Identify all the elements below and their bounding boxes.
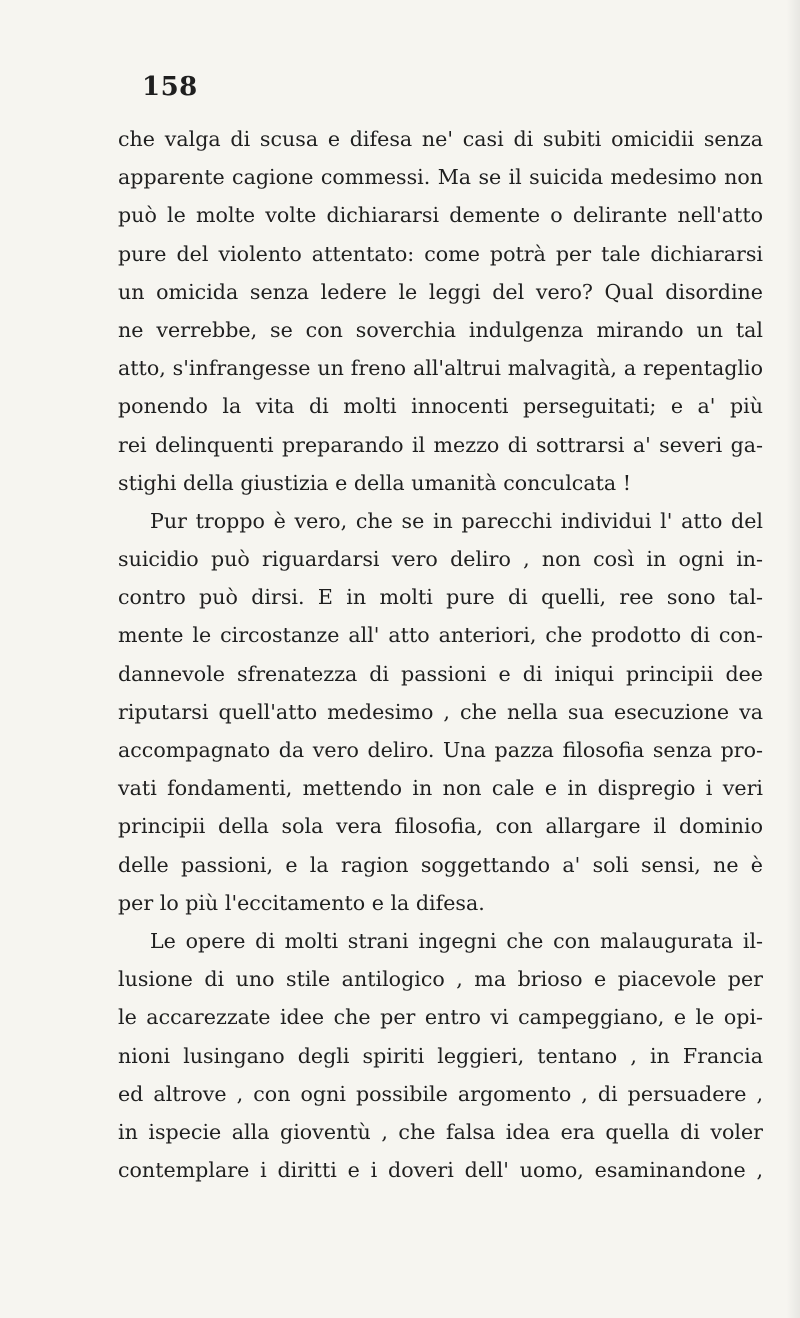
text-line: contro può dirsi. E in molti pure di quelli, ree sono tal- <box>118 585 763 610</box>
text-line: atto, s'infrangesse un freno all'altrui malvagità, a repentaglio <box>118 356 763 381</box>
text-line: Le opere di molti strani ingegni che con malaugurata il- <box>150 928 763 953</box>
text-line: riputarsi quell'atto medesimo , che nella sua esecuzione va <box>118 699 763 724</box>
text-line: ponendo la vita di molti innocenti perseguitati; e a' più <box>118 394 763 419</box>
text-line: apparente cagione commessi. Ma se il suicida medesimo non <box>118 165 763 190</box>
text-line: che valga di scusa e difesa ne' casi di subiti omicidii senza <box>118 127 763 151</box>
text-line: lusione di uno stile antilogico , ma brioso e piacevole per <box>118 967 763 992</box>
text-line: può le molte volte dichiararsi demente o delirante nell'atto <box>118 203 763 228</box>
text-line: vati fondamenti, mettendo in non cale e in dispregio i veri <box>118 776 763 801</box>
text-line: ed altrove , con ogni possibile argomento , di persuadere , <box>118 1081 763 1106</box>
text-line: principii della sola vera filosofia, con allargare il dominio <box>118 814 763 839</box>
text-line: le accarezzate idee che per entro vi campeggiano, e le opi- <box>118 1005 763 1030</box>
text-line: contemplare i diritti e i doveri dell' uomo, esaminandone , <box>118 1158 763 1183</box>
text-line: per lo più l'eccitamento e la difesa. <box>118 890 485 915</box>
text-line: stighi della giustizia e della umanità conculcata ! <box>118 470 631 495</box>
text-line: in ispecie alla gioventù , che falsa idea era quella di voler <box>118 1119 763 1144</box>
text-line: delle passioni, e la ragion soggettando a' soli sensi, ne è <box>118 852 763 877</box>
text-line: dannevole sfrenatezza di passioni e di iniqui principii dee <box>118 661 763 686</box>
text-line: un omicida senza ledere le leggi del vero? Qual disordine <box>118 279 763 304</box>
text-line: nioni lusingano degli spiriti leggieri, tentano , in Francia <box>118 1043 763 1068</box>
body-text <box>118 120 763 1189</box>
text-line: suicidio può riguardarsi vero deliro , non così in ogni in- <box>118 547 763 572</box>
text-line: accompagnato da vero deliro. Una pazza filosofia senza pro- <box>118 738 763 762</box>
text-line: ne verrebbe, se con soverchia indulgenza mirando un tal <box>118 317 763 342</box>
text-line: mente le circostanze all' atto anteriori, che prodotto di con- <box>118 623 763 648</box>
text-line: rei delinquenti preparando il mezzo di sottrarsi a' severi ga- <box>118 432 763 457</box>
page-number: 158 <box>142 72 198 102</box>
text-line: pure del violento attentato: come potrà per tale dichiararsi <box>118 241 763 266</box>
page-edge-shadow <box>786 0 800 1318</box>
text-line: Pur troppo è vero, che se in parecchi individui l' atto del <box>150 508 763 533</box>
